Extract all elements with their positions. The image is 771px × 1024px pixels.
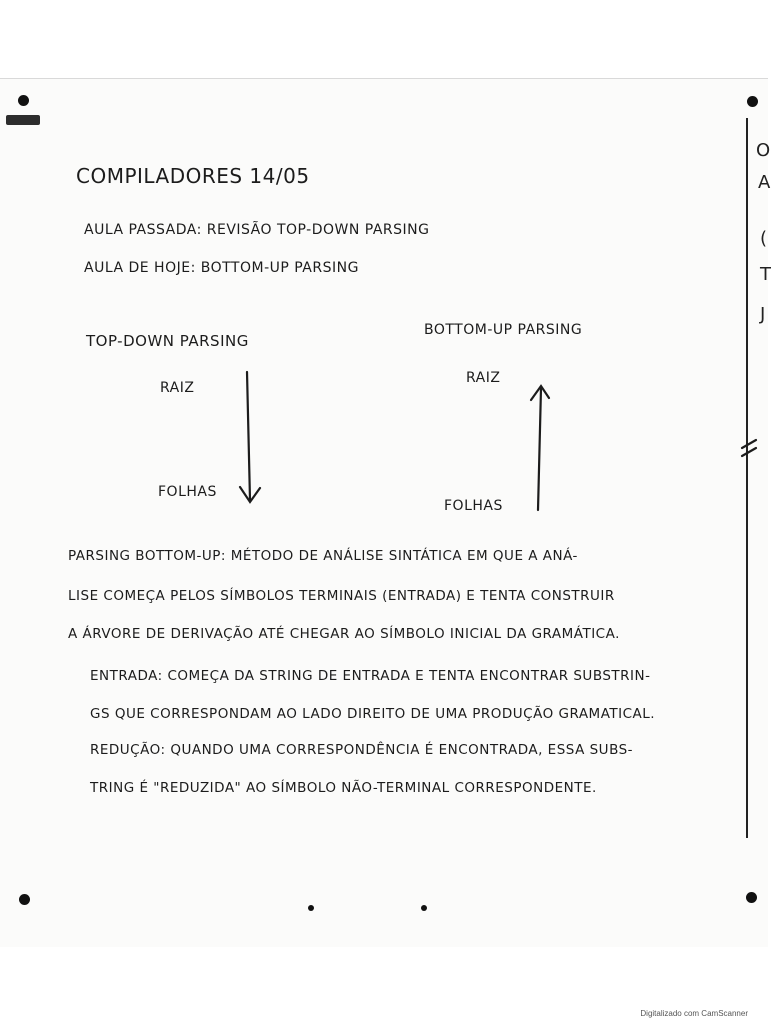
bottom-up-start-label: RAIZ [466, 370, 501, 386]
top-down-heading: TOP-DOWN PARSING [86, 332, 249, 350]
todays-class-line: AULA DE HOJE: BOTTOM-UP PARSING [84, 260, 359, 276]
definition-line: LISE COMEÇA PELOS SÍMBOLOS TERMINAIS (ENTRADA) E TENTA CONSTRUIR [68, 588, 615, 604]
definition-line: A ÁRVORE DE DERIVAÇÃO ATÉ CHEGAR AO SÍMBOLO INICIAL DA GRAMÁTICA. [68, 626, 620, 642]
margin-fragment: O [756, 140, 771, 161]
bottom-up-end-label: FOLHAS [444, 498, 503, 514]
previous-class-line: AULA PASSADA: REVISÃO TOP-DOWN PARSING [84, 222, 430, 238]
reducao-line: REDUÇÃO: QUANDO UMA CORRESPONDÊNCIA É ENCONTRADA, ESSA SUBS- [90, 742, 634, 758]
page-title: COMPILADORES 14/05 [76, 164, 310, 188]
down-arrow-shaft [247, 372, 250, 500]
margin-fragment: A [758, 172, 771, 193]
scanner-watermark: Digitalizado com CamScanner [640, 1009, 748, 1018]
reducao-line: TRING É "REDUZIDA" AO SÍMBOLO NÃO-TERMINAL CORRESPONDENTE. [90, 780, 597, 796]
entrada-line: GS QUE CORRESPONDAM AO LADO DIREITO DE UMA PRODUÇÃO GRAMATICAL. [90, 706, 656, 722]
margin-fragment: T [760, 264, 771, 285]
top-down-end-label: FOLHAS [158, 484, 217, 500]
up-arrow-shaft [538, 388, 541, 510]
entrada-line: ENTRADA: COMEÇA DA STRING DE ENTRADA E TENTA ENCONTRAR SUBSTRIN- [90, 668, 651, 684]
margin-break-mark [742, 440, 756, 456]
bottom-up-heading: BOTTOM-UP PARSING [424, 322, 583, 338]
definition-line: PARSING BOTTOM-UP: MÉTODO DE ANÁLISE SINTÁTICA EM QUE A ANÁ- [68, 548, 578, 564]
top-down-start-label: RAIZ [160, 380, 195, 396]
margin-fragment: ( [760, 228, 768, 249]
margin-fragment: J [760, 304, 766, 325]
